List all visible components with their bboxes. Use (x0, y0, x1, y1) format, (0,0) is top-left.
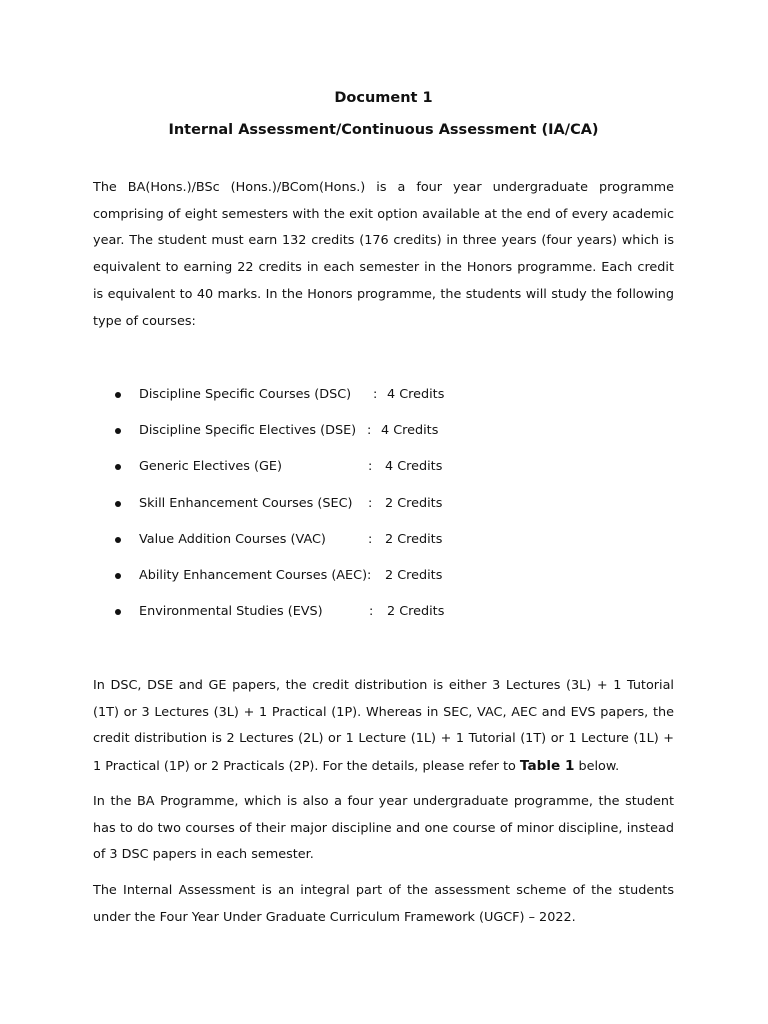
table-reference: Table 1 (519, 758, 575, 775)
list-item (93, 455, 674, 491)
bullet-icon (115, 501, 121, 507)
course-name: Ability Enhancement Courses (AEC) (139, 567, 368, 583)
list-item (93, 528, 674, 564)
course-separator: : (368, 495, 373, 511)
course-name: Environmental Studies (EVS) (139, 604, 323, 620)
course-name: Discipline Specific Courses (DSC) (139, 387, 352, 402)
course-credits: 4 Credits (381, 423, 439, 439)
list-item (93, 419, 674, 455)
credit-distribution-tail: below. (574, 759, 620, 775)
course-credits: 2 Credits (385, 531, 443, 547)
course-separator: : (369, 604, 374, 620)
credit-distribution-paragraph (93, 673, 674, 781)
document-subtitle: Internal Assessment/Continuous Assessment (IA/CA) (168, 122, 599, 138)
course-separator: : (373, 387, 378, 402)
course-credits: 4 Credits (385, 459, 443, 475)
list-item (93, 564, 674, 600)
internal-assessment-paragraph: The Internal Assessment is an integral part of the assessment scheme of the students under the Four Year Under Graduate Curriculum Framework (UGCF) – 2022. (93, 883, 674, 925)
course-name: Generic Electives (GE) (139, 459, 282, 475)
bullet-icon (115, 609, 121, 615)
document-title: Document 1 (334, 90, 433, 106)
course-separator: : (368, 459, 373, 475)
ba-programme-paragraph: In the BA Programme, which is also a four year undergraduate programme, the student has to do two courses of their major discipline and one course of minor discipline, instead of 3 DSC papers in each semester. (93, 794, 674, 863)
course-credits: 2 Credits (385, 567, 443, 583)
list-item (93, 492, 674, 528)
bullet-icon (115, 428, 121, 434)
course-credit-list (93, 383, 674, 636)
course-name: Discipline Specific Electives (DSE) (139, 423, 357, 439)
course-name: Skill Enhancement Courses (SEC) (139, 495, 353, 511)
credit-distribution-text: In DSC, DSE and GE papers, the credit distribution is either 3 Lectures (3L) + 1 Tutorial (1T) or 3 Lectures (3L) + 1 Practical (1P). Whereas in SEC, VAC, AEC and EVS papers, the credit distribution is 2 Lectures (2L) or 1 Lecture (1L) + 1 Tutorial (1T) or 1 Lecture (1L) + 1 Practical (1P) or 2 Practicals (2P). For the details, please refer to (93, 678, 674, 775)
bullet-icon (115, 392, 121, 398)
course-separator: : (367, 567, 372, 583)
intro-paragraph: The BA(Hons.)/BSc (Hons.)/BCom(Hons.) is a four year undergraduate programme comprising of eight semesters with the exit option available at the end of every academic year. The student must earn 132 credits (176 credits) in three years (four years) which is equivalent to earning 22 credits in each semester in the Honors programme. Each credit is equivalent to 40 marks. In the Honors programme, the students will study the following type of courses: (93, 180, 674, 329)
list-item (93, 383, 674, 419)
course-separator: : (367, 423, 372, 439)
course-separator: : (368, 531, 373, 547)
course-credits: 4 Credits (387, 387, 445, 402)
bullet-icon (115, 573, 121, 579)
list-item (93, 600, 674, 636)
bullet-icon (115, 537, 121, 543)
course-name: Value Addition Courses (VAC) (139, 531, 326, 547)
bullet-icon (115, 464, 121, 470)
course-credits: 2 Credits (385, 495, 443, 511)
course-credits: 2 Credits (387, 604, 445, 620)
